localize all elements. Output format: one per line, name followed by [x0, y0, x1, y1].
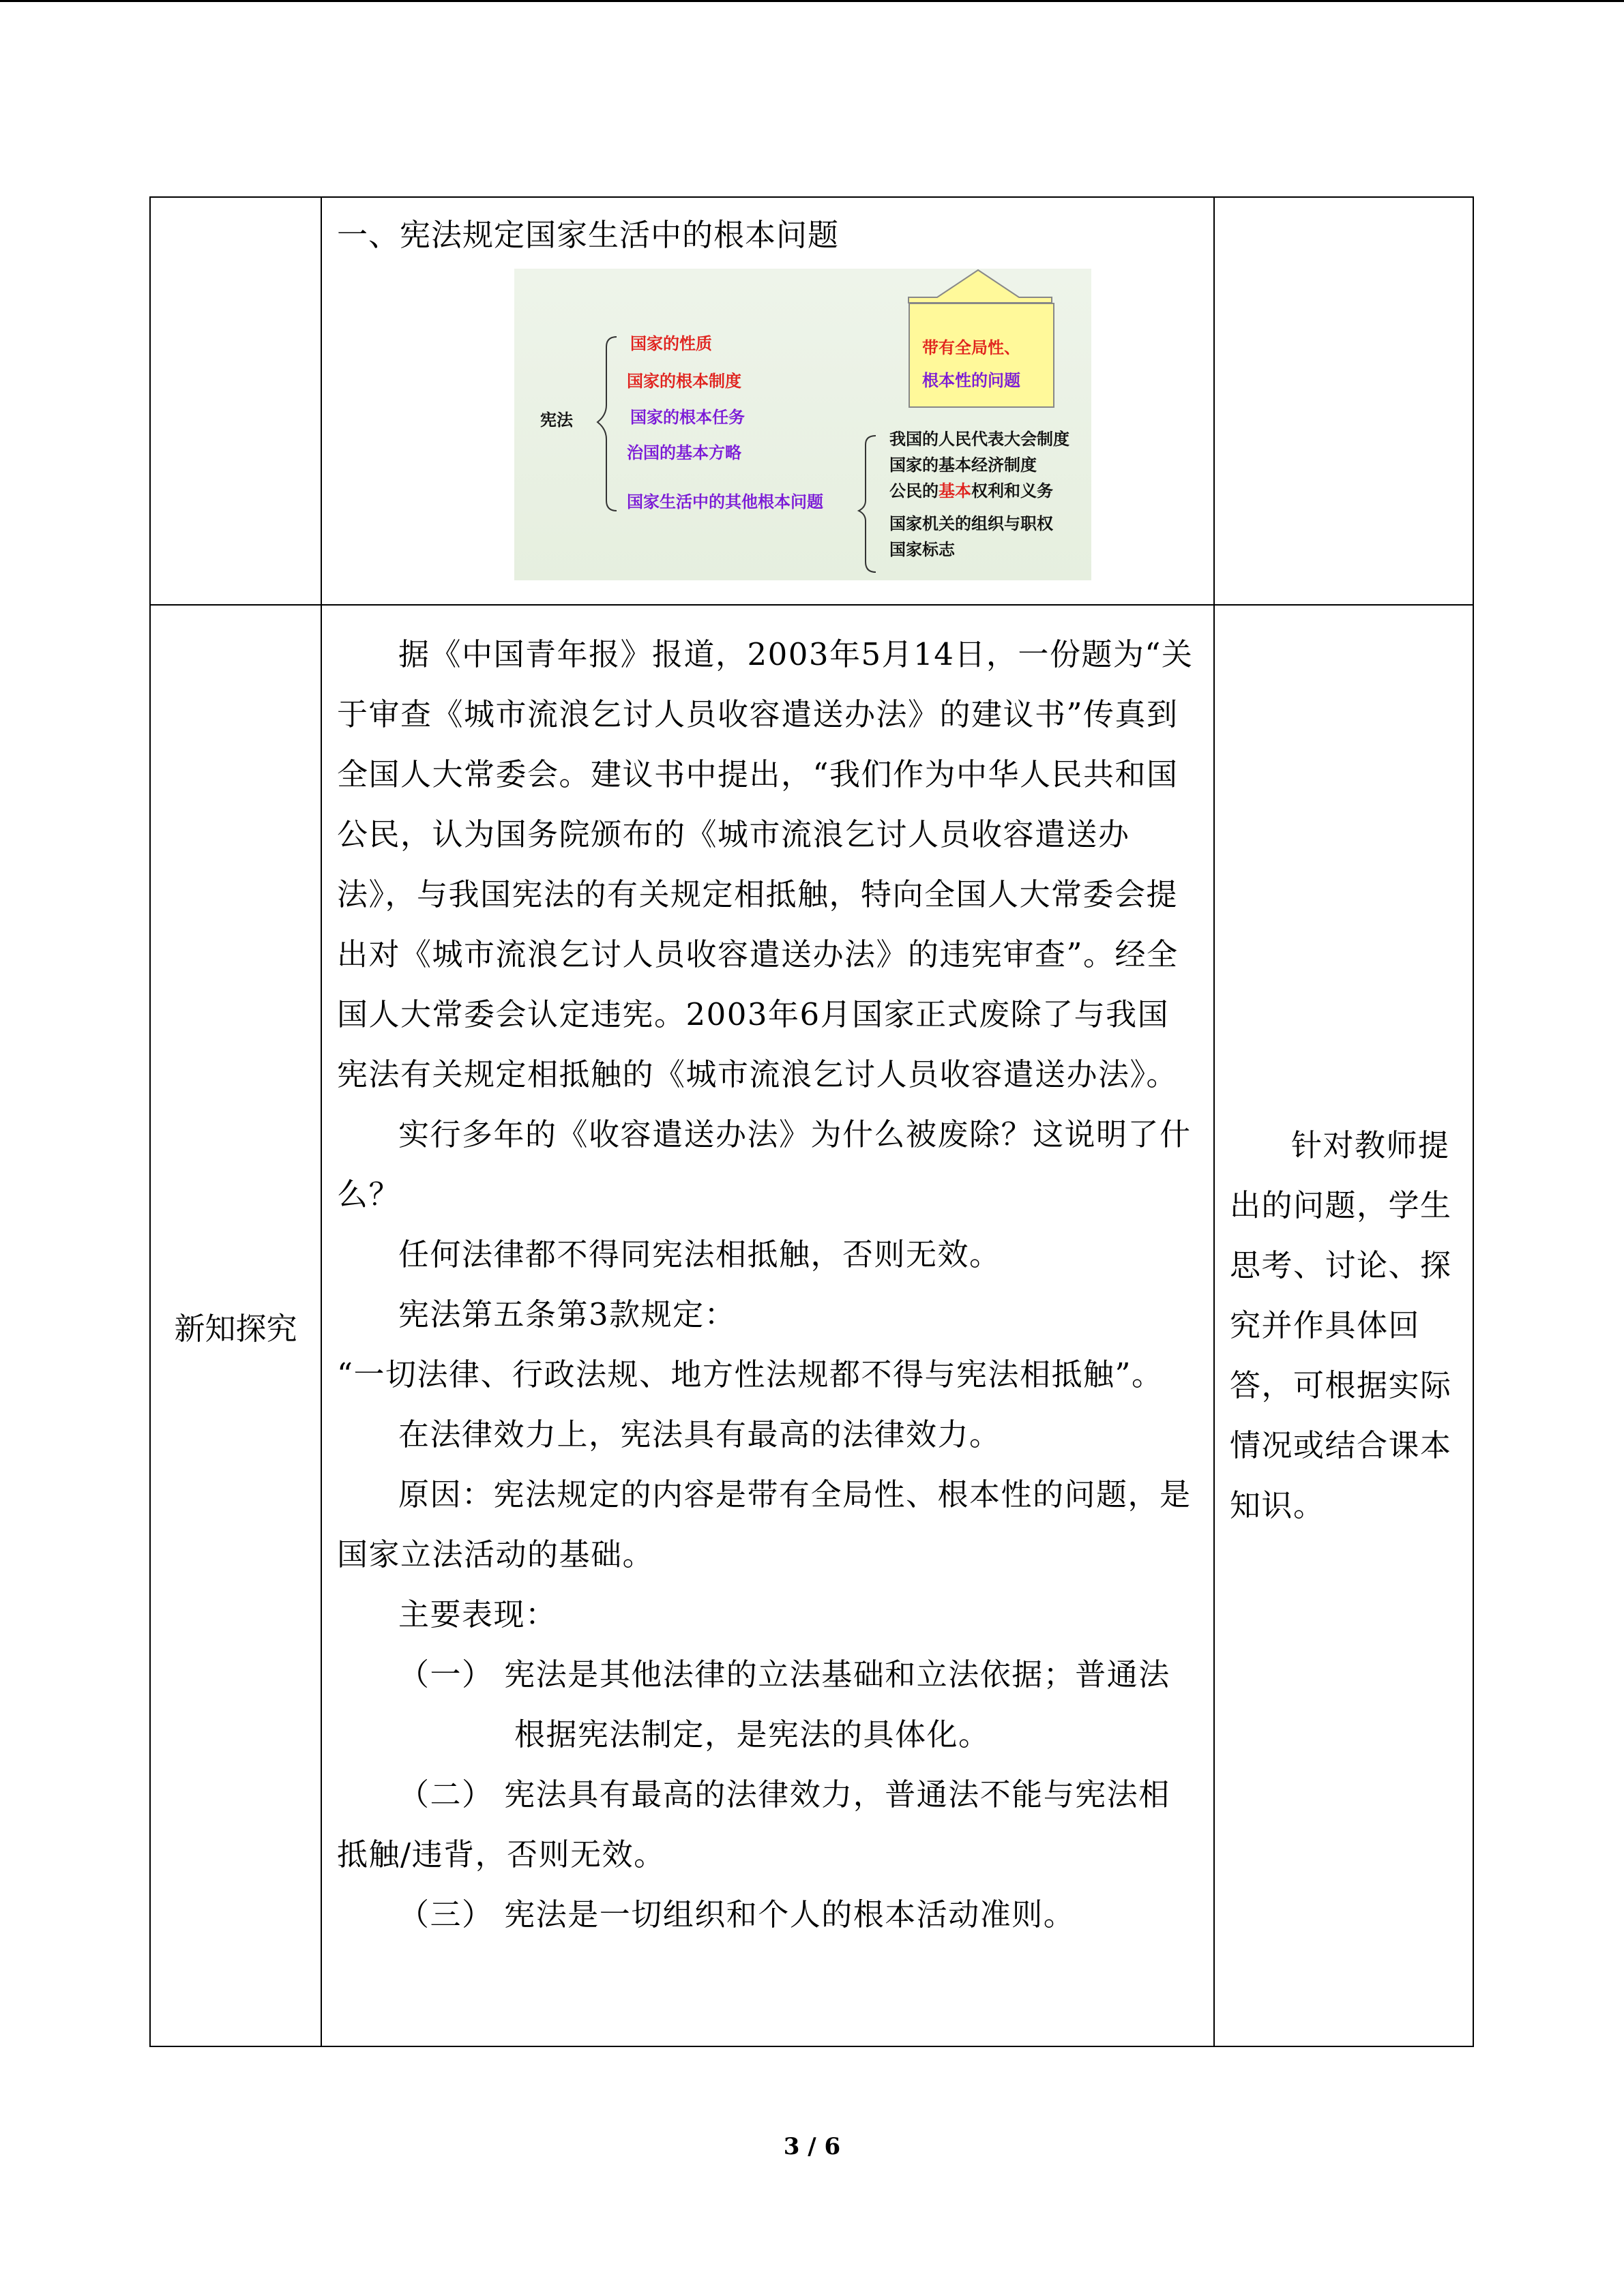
paragraph: 主要表现：	[398, 1596, 557, 1632]
constitution-diagram	[514, 269, 1091, 580]
page-number: 3 / 6	[783, 2133, 841, 2160]
diagram-branch-5: 国家生活中的其他根本问题	[627, 492, 823, 511]
lesson-table	[149, 196, 1474, 2047]
paragraph: （二） 宪法具有最高的法律效力，普通法不能与宪法相抵触/违背，否则无效。	[337, 1776, 1170, 1873]
diagram-sub-item-2: 国家的基本经济制度	[889, 456, 1037, 475]
highlight-line-2: 根本性的问题	[922, 371, 1020, 390]
diagram-branch-4: 治国的基本方略	[627, 443, 741, 462]
diagram-sub-item-5: 国家标志	[889, 540, 955, 559]
paragraph: “一切法律、行政法规、地方性法规都不得与宪法相抵触”。	[337, 1356, 1164, 1392]
student-note: 针对教师提出的问题，学生思考、讨论、探究并作具体回答，可根据实际情况或结合课本知识。	[1230, 1127, 1452, 1523]
diagram-root: 宪法	[540, 411, 573, 430]
paragraph: 实行多年的《收容遣送办法》为什么被废除？这说明了什么？	[337, 1116, 1192, 1212]
diagram-sub-item-3: 公民的基本权利和义务	[889, 481, 1053, 501]
paragraph: （三） 宪法是一切组织和个人的根本活动准则。	[398, 1896, 1076, 1933]
table-row	[150, 605, 1473, 2046]
diagram-sub-item-1: 我国的人民代表大会制度	[889, 430, 1069, 449]
top-rule	[0, 0, 1624, 2]
diagram-branch-1: 国家的性质	[630, 334, 712, 353]
content-cell	[321, 605, 1214, 2046]
diagram-branch-3: 国家的根本任务	[630, 408, 745, 427]
paragraph: 在法律效力上，宪法具有最高的法律效力。	[398, 1416, 1001, 1452]
paragraph: （一） 宪法是其他法律的立法基础和立法依据；普通法	[398, 1656, 1170, 1693]
diagram-branch-2: 国家的根本制度	[627, 372, 741, 391]
highlight-line-1: 带有全局性、	[922, 338, 1020, 357]
content-cell	[321, 197, 1214, 605]
paragraph: 根据宪法制定，是宪法的具体化。	[514, 1716, 990, 1753]
stage-cell-empty	[150, 197, 321, 605]
note-cell-empty	[1214, 197, 1473, 605]
diagram-sub-item-4: 国家机关的组织与职权	[889, 514, 1053, 533]
paragraph: 任何法律都不得同宪法相抵触，否则无效。	[398, 1236, 1001, 1272]
student-activity-cell	[1214, 605, 1473, 2046]
section-title: 一、宪法规定国家生活中的根本问题	[337, 217, 840, 253]
paragraph: 据《中国青年报》报道，2003年5月14日，一份题为“关于审查《城市流浪乞讨人员收容遣送办法》的建议书”传真到全国人大常委会。建议书中提出，“我们作为中华人民共和国公民，认为国务院颁布的《城市流浪乞讨人员收容遣送办法》，与我国宪法的有关规定相抵触，特向全国人大常委会提出对《城市流浪乞讨人员收容遣送办法》的违宪审查”。经全国人大常委会认定违宪。2003年6月国家正式废除了与我国宪法有关规定相抵触的《城市流浪乞讨人员收容遣送办法》。	[337, 636, 1194, 1092]
stage-label: 新知探究	[150, 605, 321, 2046]
paragraph: 宪法第五条第3款规定：	[398, 1296, 737, 1332]
paragraph: 原因：宪法规定的内容是带有全局性、根本性的问题，是国家立法活动的基础。	[337, 1476, 1192, 1572]
table-row	[150, 197, 1473, 605]
